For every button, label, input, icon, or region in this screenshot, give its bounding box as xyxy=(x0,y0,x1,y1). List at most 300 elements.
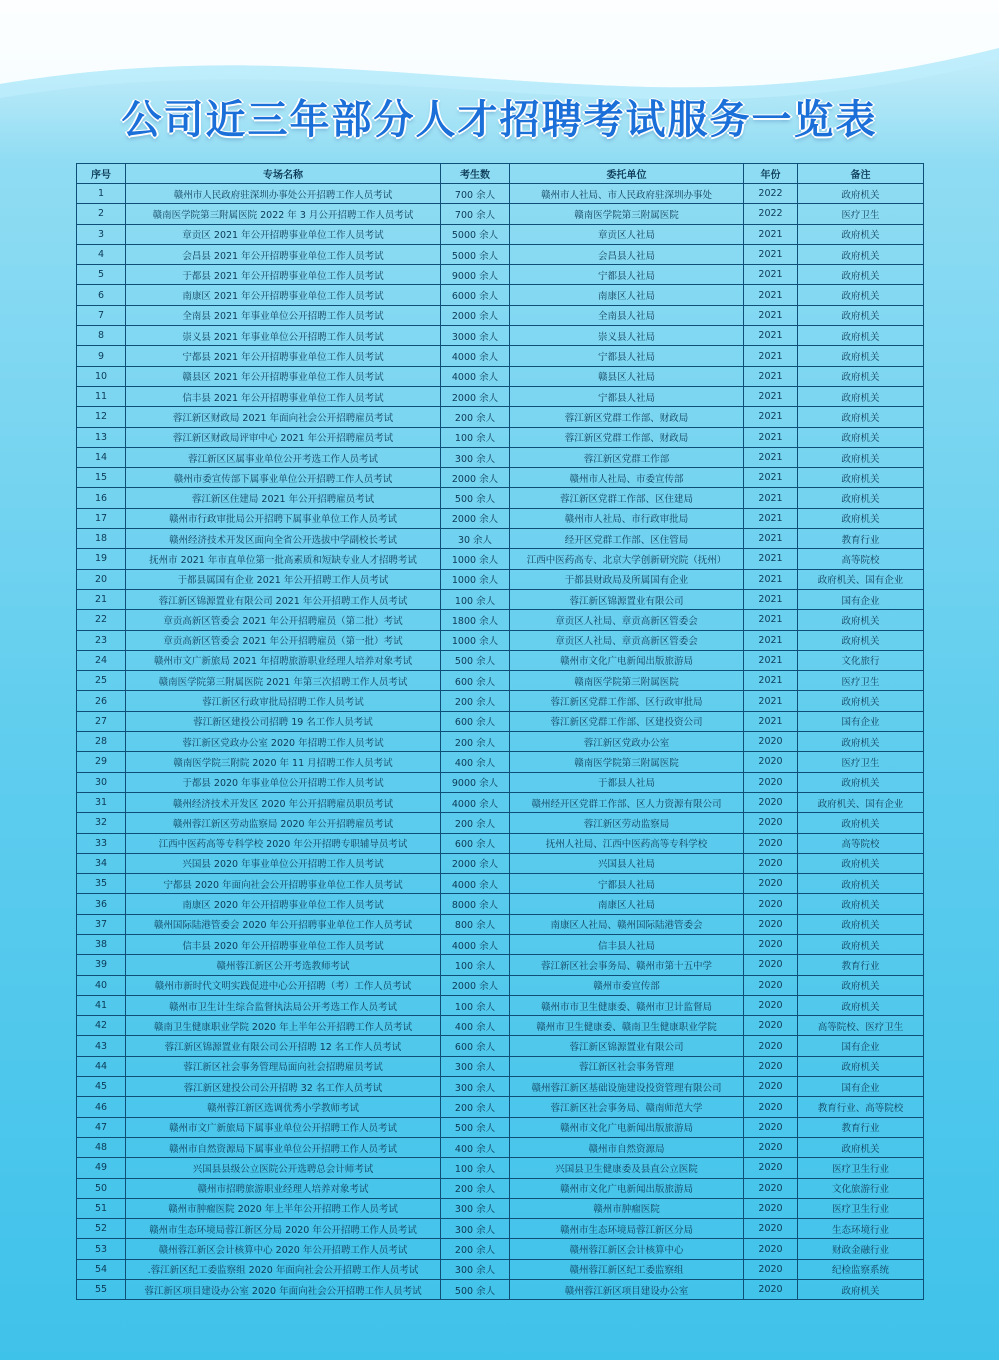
cell-index: 34 xyxy=(77,853,126,873)
table-row xyxy=(77,630,924,650)
table-row xyxy=(77,386,924,406)
table-row xyxy=(77,184,924,204)
cell-exam-name: 章贡高新区管委会 2021 年公开招聘雇员（第一批）考试 xyxy=(126,630,441,650)
cell-index: 36 xyxy=(77,894,126,914)
cell-remarks: 政府机关 xyxy=(798,934,924,954)
cell-index: 8 xyxy=(77,326,126,346)
cell-client: 蓉江新区党群工作部、区行政审批局 xyxy=(510,691,744,711)
cell-year: 2020 xyxy=(744,1077,798,1097)
cell-client: 赣县区人社局 xyxy=(510,366,744,386)
cell-year: 2022 xyxy=(744,184,798,204)
cell-candidates: 200 余人 xyxy=(441,1178,510,1198)
cell-client: 兴国县卫生健康委及县直公立医院 xyxy=(510,1158,744,1178)
cell-exam-name: 赣州市新时代文明实践促进中心公开招聘（考）工作人员考试 xyxy=(126,975,441,995)
cell-exam-name: 宁都县 2020 年面向社会公开招聘事业单位工作人员考试 xyxy=(126,874,441,894)
cell-client: 蓉江新区劳动监察局 xyxy=(510,813,744,833)
cell-candidates: 30 余人 xyxy=(441,529,510,549)
cell-exam-name: 宁都县 2021 年公开招聘事业单位工作人员考试 xyxy=(126,346,441,366)
cell-exam-name: 南康区 2021 年公开招聘事业单位工作人员考试 xyxy=(126,285,441,305)
cell-year: 2020 xyxy=(744,1178,798,1198)
cell-remarks: 教育行业 xyxy=(798,529,924,549)
cell-candidates: 100 余人 xyxy=(441,995,510,1015)
cell-year: 2020 xyxy=(744,934,798,954)
cell-exam-name: 蓉江新区党政办公室 2020 年招聘工作人员考试 xyxy=(126,732,441,752)
cell-client: 赣南医学院第三附属医院 xyxy=(510,204,744,224)
cell-remarks: 政府机关 xyxy=(798,346,924,366)
cell-candidates: 1800 余人 xyxy=(441,610,510,630)
cell-client: 全南县人社局 xyxy=(510,305,744,325)
cell-remarks: 政府机关 xyxy=(798,874,924,894)
cell-client: 赣州市人社局、市人民政府驻深圳办事处 xyxy=(510,184,744,204)
table-row xyxy=(77,711,924,731)
cell-client: 南康区人社局 xyxy=(510,894,744,914)
cell-remarks: 政府机关 xyxy=(798,427,924,447)
cell-exam-name: 抚州市 2021 年市直单位第一批高素质和短缺专业人才招聘考试 xyxy=(126,549,441,569)
cell-exam-name: 赣州市人民政府驻深圳办事处公开招聘工作人员考试 xyxy=(126,184,441,204)
cell-index: 10 xyxy=(77,366,126,386)
cell-client: 赣州市卫生健康委、赣南卫生健康职业学院 xyxy=(510,1016,744,1036)
cell-index: 46 xyxy=(77,1097,126,1117)
cell-remarks: 政府机关 xyxy=(798,1056,924,1076)
table-row xyxy=(77,1137,924,1157)
cell-remarks: 政府机关 xyxy=(798,914,924,934)
cell-client: 章贡区人社局、章贡高新区管委会 xyxy=(510,630,744,650)
table-row xyxy=(77,1178,924,1198)
cell-remarks: 政府机关 xyxy=(798,772,924,792)
cell-remarks: 教育行业、高等院校 xyxy=(798,1097,924,1117)
table-row xyxy=(77,265,924,285)
cell-index: 27 xyxy=(77,711,126,731)
cell-year: 2021 xyxy=(744,265,798,285)
cell-exam-name: 赣州市生态环境局蓉江新区分局 2020 年公开招聘工作人员考试 xyxy=(126,1219,441,1239)
cell-exam-name: 蓉江新区住建局 2021 年公开招聘雇员考试 xyxy=(126,488,441,508)
cell-candidates: 4000 余人 xyxy=(441,934,510,954)
table-row xyxy=(77,792,924,812)
cell-year: 2020 xyxy=(744,752,798,772)
cell-remarks: 政府机关、国有企业 xyxy=(798,569,924,589)
cell-index: 50 xyxy=(77,1178,126,1198)
cell-candidates: 300 余人 xyxy=(441,447,510,467)
cell-client: 蓉江新区社会事务局、赣州市第十五中学 xyxy=(510,955,744,975)
cell-client: 崇义县人社局 xyxy=(510,326,744,346)
cell-remarks: 政府机关 xyxy=(798,184,924,204)
cell-candidates: 300 余人 xyxy=(441,1219,510,1239)
cell-year: 2021 xyxy=(744,569,798,589)
cell-year: 2020 xyxy=(744,1219,798,1239)
cell-exam-name: 赣南医学院第三附属医院 2021 年第三次招聘工作人员考试 xyxy=(126,671,441,691)
cell-client: 江西中医药高专、北京大学创新研究院（抚州） xyxy=(510,549,744,569)
cell-index: 35 xyxy=(77,874,126,894)
cell-index: 38 xyxy=(77,934,126,954)
cell-year: 2021 xyxy=(744,549,798,569)
cell-index: 7 xyxy=(77,305,126,325)
table-row xyxy=(77,1056,924,1076)
cell-year: 2020 xyxy=(744,1056,798,1076)
cell-year: 2020 xyxy=(744,1198,798,1218)
cell-year: 2021 xyxy=(744,366,798,386)
cell-year: 2020 xyxy=(744,874,798,894)
table-row xyxy=(77,650,924,670)
table-header-row xyxy=(77,164,924,184)
cell-index: 1 xyxy=(77,184,126,204)
cell-client: 蓉江新区党群工作部 xyxy=(510,447,744,467)
cell-candidates: 400 余人 xyxy=(441,752,510,772)
table-row xyxy=(77,813,924,833)
cell-client: 宁都县人社局 xyxy=(510,386,744,406)
cell-remarks: 医疗卫生 xyxy=(798,204,924,224)
cell-candidates: 200 余人 xyxy=(441,1239,510,1259)
table-row xyxy=(77,488,924,508)
cell-exam-name: 蓉江新区建投公司招聘 19 名工作人员考试 xyxy=(126,711,441,731)
table-row xyxy=(77,934,924,954)
table-row xyxy=(77,589,924,609)
cell-remarks: 政府机关 xyxy=(798,508,924,528)
cell-client: 蓉江新区锦源置业有限公司 xyxy=(510,589,744,609)
cell-remarks: 政府机关 xyxy=(798,224,924,244)
table-row xyxy=(77,732,924,752)
cell-year: 2020 xyxy=(744,1036,798,1056)
cell-remarks: 医疗卫生行业 xyxy=(798,1198,924,1218)
cell-year: 2021 xyxy=(744,671,798,691)
cell-year: 2021 xyxy=(744,711,798,731)
table-row xyxy=(77,671,924,691)
cell-year: 2021 xyxy=(744,427,798,447)
cell-remarks: 政府机关 xyxy=(798,386,924,406)
cell-index: 28 xyxy=(77,732,126,752)
cell-year: 2020 xyxy=(744,914,798,934)
cell-exam-name: 蓉江新区财政局 2021 年面向社会公开招聘雇员考试 xyxy=(126,407,441,427)
cell-remarks: 政府机关 xyxy=(798,244,924,264)
cell-year: 2021 xyxy=(744,589,798,609)
cell-index: 6 xyxy=(77,285,126,305)
cell-exam-name: 蓉江新区社会事务管理局面向社会招聘雇员考试 xyxy=(126,1056,441,1076)
table-row xyxy=(77,955,924,975)
cell-candidates: 100 余人 xyxy=(441,955,510,975)
cell-remarks: 政府机关 xyxy=(798,995,924,1015)
cell-exam-name: 蓉江新区区属事业单位公开考选工作人员考试 xyxy=(126,447,441,467)
cell-candidates: 2000 余人 xyxy=(441,975,510,995)
cell-index: 54 xyxy=(77,1259,126,1279)
header-year: 年份 xyxy=(744,164,798,184)
cell-candidates: 600 余人 xyxy=(441,711,510,731)
cell-client: 经开区党群工作部、区住管局 xyxy=(510,529,744,549)
cell-exam-name: 全南县 2021 年事业单位公开招聘工作人员考试 xyxy=(126,305,441,325)
cell-candidates: 200 余人 xyxy=(441,407,510,427)
cell-index: 52 xyxy=(77,1219,126,1239)
cell-year: 2022 xyxy=(744,204,798,224)
cell-candidates: 100 余人 xyxy=(441,589,510,609)
cell-candidates: 6000 余人 xyxy=(441,285,510,305)
table-row xyxy=(77,1036,924,1056)
header-index: 序号 xyxy=(77,164,126,184)
cell-exam-name: 蓉江新区锦源置业有限公司 2021 年公开招聘工作人员考试 xyxy=(126,589,441,609)
cell-year: 2020 xyxy=(744,1137,798,1157)
cell-client: 赣州市自然资源局 xyxy=(510,1137,744,1157)
cell-index: 25 xyxy=(77,671,126,691)
cell-exam-name: 赣州市卫生计生综合监督执法局公开考选工作人员考试 xyxy=(126,995,441,1015)
table-row xyxy=(77,366,924,386)
cell-remarks: 医疗卫生 xyxy=(798,752,924,772)
cell-candidates: 5000 余人 xyxy=(441,244,510,264)
cell-client: 蓉江新区党群工作部、区住建局 xyxy=(510,488,744,508)
table-row xyxy=(77,1198,924,1218)
cell-remarks: 教育行业 xyxy=(798,955,924,975)
table-row xyxy=(77,1117,924,1137)
cell-index: 24 xyxy=(77,650,126,670)
cell-index: 49 xyxy=(77,1158,126,1178)
cell-candidates: 500 余人 xyxy=(441,488,510,508)
cell-index: 51 xyxy=(77,1198,126,1218)
cell-client: 宁都县人社局 xyxy=(510,874,744,894)
cell-index: 44 xyxy=(77,1056,126,1076)
table-row xyxy=(77,447,924,467)
cell-exam-name: 信丰县 2020 年公开招聘事业单位工作人员考试 xyxy=(126,934,441,954)
cell-index: 42 xyxy=(77,1016,126,1036)
cell-candidates: 100 余人 xyxy=(441,427,510,447)
cell-index: 23 xyxy=(77,630,126,650)
cell-index: 5 xyxy=(77,265,126,285)
cell-client: 蓉江新区党群工作部、财政局 xyxy=(510,427,744,447)
table-row xyxy=(77,508,924,528)
table-row xyxy=(77,326,924,346)
cell-candidates: 2000 余人 xyxy=(441,386,510,406)
cell-exam-name: 赣州蓉江新区选调优秀小学教师考试 xyxy=(126,1097,441,1117)
cell-candidates: 200 余人 xyxy=(441,813,510,833)
table-row xyxy=(77,407,924,427)
cell-client: 赣州市文化广电新闻出版旅游局 xyxy=(510,1178,744,1198)
cell-exam-name: 蓉江新区行政审批局招聘工作人员考试 xyxy=(126,691,441,711)
cell-exam-name: 于都县属国有企业 2021 年公开招聘工作人员考试 xyxy=(126,569,441,589)
cell-candidates: 700 余人 xyxy=(441,184,510,204)
cell-candidates: 600 余人 xyxy=(441,1036,510,1056)
cell-remarks: 政府机关 xyxy=(798,975,924,995)
cell-index: 40 xyxy=(77,975,126,995)
cell-remarks: 政府机关 xyxy=(798,630,924,650)
table-row xyxy=(77,1219,924,1239)
cell-client: 兴国县人社局 xyxy=(510,853,744,873)
cell-index: 30 xyxy=(77,772,126,792)
cell-remarks: 政府机关、国有企业 xyxy=(798,792,924,812)
cell-remarks: 国有企业 xyxy=(798,1077,924,1097)
cell-candidates: 200 余人 xyxy=(441,732,510,752)
cell-remarks: 政府机关 xyxy=(798,407,924,427)
cell-client: 南康区人社局、赣州国际陆港管委会 xyxy=(510,914,744,934)
cell-remarks: 高等院校、医疗卫生 xyxy=(798,1016,924,1036)
cell-year: 2020 xyxy=(744,995,798,1015)
cell-client: 赣州市委宣传部 xyxy=(510,975,744,995)
cell-exam-name: 于都县 2020 年事业单位公开招聘工作人员考试 xyxy=(126,772,441,792)
cell-exam-name: 兴国县县级公立医院公开选聘总会计师考试 xyxy=(126,1158,441,1178)
cell-index: 17 xyxy=(77,508,126,528)
header-client: 委托单位 xyxy=(510,164,744,184)
cell-exam-name: 赣州市招聘旅游职业经理人培养对象考试 xyxy=(126,1178,441,1198)
cell-index: 15 xyxy=(77,468,126,488)
cell-exam-name: 赣南卫生健康职业学院 2020 年上半年公开招聘工作人员考试 xyxy=(126,1016,441,1036)
cell-remarks: 高等院校 xyxy=(798,833,924,853)
cell-candidates: 300 余人 xyxy=(441,1056,510,1076)
cell-candidates: 200 余人 xyxy=(441,691,510,711)
cell-candidates: 2000 余人 xyxy=(441,853,510,873)
cell-client: 赣南医学院第三附属医院 xyxy=(510,752,744,772)
cell-candidates: 9000 余人 xyxy=(441,265,510,285)
cell-client: 赣州市人社局、市委宣传部 xyxy=(510,468,744,488)
table-row xyxy=(77,975,924,995)
cell-client: 宁都县人社局 xyxy=(510,265,744,285)
cell-client: 赣州市市卫生健康委、赣州市卫计监督局 xyxy=(510,995,744,1015)
cell-client: 赣州市文化广电新闻出版旅游局 xyxy=(510,650,744,670)
cell-index: 48 xyxy=(77,1137,126,1157)
table-row xyxy=(77,833,924,853)
table-row xyxy=(77,204,924,224)
cell-candidates: 1000 余人 xyxy=(441,630,510,650)
cell-year: 2021 xyxy=(744,285,798,305)
table-row xyxy=(77,1280,924,1300)
cell-candidates: 500 余人 xyxy=(441,1280,510,1300)
cell-year: 2020 xyxy=(744,955,798,975)
cell-index: 4 xyxy=(77,244,126,264)
cell-candidates: 4000 余人 xyxy=(441,792,510,812)
cell-index: 45 xyxy=(77,1077,126,1097)
cell-client: 宁都县人社局 xyxy=(510,346,744,366)
cell-candidates: 400 余人 xyxy=(441,1016,510,1036)
cell-candidates: 1000 余人 xyxy=(441,569,510,589)
cell-candidates: 200 余人 xyxy=(441,1097,510,1117)
table-row xyxy=(77,285,924,305)
cell-candidates: 500 余人 xyxy=(441,1117,510,1137)
cell-remarks: 政府机关 xyxy=(798,488,924,508)
cell-index: 39 xyxy=(77,955,126,975)
cell-candidates: 4000 余人 xyxy=(441,874,510,894)
cell-candidates: 2000 余人 xyxy=(441,305,510,325)
cell-client: 赣州市肿瘤医院 xyxy=(510,1198,744,1218)
cell-remarks: 政府机关 xyxy=(798,285,924,305)
cell-year: 2021 xyxy=(744,508,798,528)
cell-year: 2021 xyxy=(744,650,798,670)
cell-index: 47 xyxy=(77,1117,126,1137)
cell-year: 2021 xyxy=(744,488,798,508)
cell-client: 蓉江新区党政办公室 xyxy=(510,732,744,752)
cell-candidates: 4000 余人 xyxy=(441,346,510,366)
cell-year: 2020 xyxy=(744,833,798,853)
cell-remarks: 政府机关 xyxy=(798,691,924,711)
cell-index: 14 xyxy=(77,447,126,467)
cell-year: 2021 xyxy=(744,244,798,264)
cell-index: 43 xyxy=(77,1036,126,1056)
cell-exam-name: .蓉江新区纪工委监察组 2020 年面向社会公开招聘工作人员考试 xyxy=(126,1259,441,1279)
cell-exam-name: 赣州国际陆港管委会 2020 年公开招聘事业单位工作人员考试 xyxy=(126,914,441,934)
cell-exam-name: 赣州市肿瘤医院 2020 年上半年公开招聘工作人员考试 xyxy=(126,1198,441,1218)
cell-remarks: 政府机关 xyxy=(798,610,924,630)
cell-remarks: 政府机关 xyxy=(798,732,924,752)
cell-remarks: 高等院校 xyxy=(798,549,924,569)
cell-year: 2020 xyxy=(744,1016,798,1036)
cell-exam-name: 赣州经济技术开发区 2020 年公开招聘雇员职员考试 xyxy=(126,792,441,812)
cell-remarks: 国有企业 xyxy=(798,711,924,731)
cell-year: 2020 xyxy=(744,1280,798,1300)
cell-exam-name: 会昌县 2021 年公开招聘事业单位工作人员考试 xyxy=(126,244,441,264)
cell-candidates: 400 余人 xyxy=(441,1137,510,1157)
cell-remarks: 政府机关 xyxy=(798,1280,924,1300)
cell-exam-name: 蓉江新区锦源置业有限公司公开招聘 12 名工作人员考试 xyxy=(126,1036,441,1056)
cell-year: 2021 xyxy=(744,691,798,711)
cell-remarks: 政府机关 xyxy=(798,853,924,873)
cell-year: 2021 xyxy=(744,468,798,488)
cell-exam-name: 于都县 2021 年公开招聘事业单位工作人员考试 xyxy=(126,265,441,285)
cell-remarks: 文化旅游行业 xyxy=(798,1178,924,1198)
cell-year: 2021 xyxy=(744,529,798,549)
cell-remarks: 国有企业 xyxy=(798,589,924,609)
cell-year: 2020 xyxy=(744,1259,798,1279)
table-row xyxy=(77,529,924,549)
cell-index: 55 xyxy=(77,1280,126,1300)
cell-year: 2021 xyxy=(744,447,798,467)
cell-remarks: 政府机关 xyxy=(798,447,924,467)
cell-client: 赣南医学院第三附属医院 xyxy=(510,671,744,691)
cell-exam-name: 赣州市文广新旅局 2021 年招聘旅游职业经理人培养对象考试 xyxy=(126,650,441,670)
cell-client: 蓉江新区社会事务局、赣南师范大学 xyxy=(510,1097,744,1117)
cell-candidates: 300 余人 xyxy=(441,1259,510,1279)
cell-remarks: 财政金融行业 xyxy=(798,1239,924,1259)
cell-exam-name: 赣州市文广新旅局下属事业单位公开招聘工作人员考试 xyxy=(126,1117,441,1137)
cell-year: 2020 xyxy=(744,853,798,873)
table-row xyxy=(77,1077,924,1097)
cell-candidates: 500 余人 xyxy=(441,650,510,670)
cell-year: 2020 xyxy=(744,813,798,833)
cell-index: 3 xyxy=(77,224,126,244)
cell-index: 19 xyxy=(77,549,126,569)
cell-candidates: 100 余人 xyxy=(441,1158,510,1178)
cell-client: 赣州蓉江新区会计核算中心 xyxy=(510,1239,744,1259)
cell-exam-name: 赣州蓉江新区劳动监察局 2020 年公开招聘雇员考试 xyxy=(126,813,441,833)
cell-candidates: 300 余人 xyxy=(441,1077,510,1097)
cell-client: 蓉江新区锦源置业有限公司 xyxy=(510,1036,744,1056)
table-row xyxy=(77,1097,924,1117)
table-row xyxy=(77,1259,924,1279)
cell-index: 20 xyxy=(77,569,126,589)
cell-index: 12 xyxy=(77,407,126,427)
cell-client: 于都县财政局及所属国有企业 xyxy=(510,569,744,589)
cell-candidates: 800 余人 xyxy=(441,914,510,934)
cell-exam-name: 赣州蓉江新区公开考选教师考试 xyxy=(126,955,441,975)
cell-remarks: 国有企业 xyxy=(798,1036,924,1056)
table-row xyxy=(77,224,924,244)
cell-client: 赣州经开区党群工作部、区人力资源有限公司 xyxy=(510,792,744,812)
cell-index: 16 xyxy=(77,488,126,508)
cell-exam-name: 赣州蓉江新区会计核算中心 2020 年公开招聘工作人员考试 xyxy=(126,1239,441,1259)
cell-exam-name: 蓉江新区财政局评审中心 2021 年公开招聘雇员考试 xyxy=(126,427,441,447)
cell-year: 2020 xyxy=(744,772,798,792)
cell-candidates: 2000 余人 xyxy=(441,508,510,528)
table-row xyxy=(77,468,924,488)
cell-index: 33 xyxy=(77,833,126,853)
cell-client: 赣州市人社局、市行政审批局 xyxy=(510,508,744,528)
table-row xyxy=(77,610,924,630)
cell-candidates: 300 余人 xyxy=(441,1198,510,1218)
cell-year: 2020 xyxy=(744,732,798,752)
cell-exam-name: 赣县区 2021 年公开招聘事业单位工作人员考试 xyxy=(126,366,441,386)
header-remarks: 备注 xyxy=(798,164,924,184)
cell-exam-name: 蓉江新区建投公司公开招聘 32 名工作人员考试 xyxy=(126,1077,441,1097)
table-row xyxy=(77,427,924,447)
cell-remarks: 政府机关 xyxy=(798,326,924,346)
cell-remarks: 政府机关 xyxy=(798,305,924,325)
cell-year: 2020 xyxy=(744,894,798,914)
cell-year: 2020 xyxy=(744,1158,798,1178)
cell-index: 31 xyxy=(77,792,126,812)
table-body xyxy=(77,184,924,1300)
cell-year: 2021 xyxy=(744,346,798,366)
cell-remarks: 医疗卫生 xyxy=(798,671,924,691)
